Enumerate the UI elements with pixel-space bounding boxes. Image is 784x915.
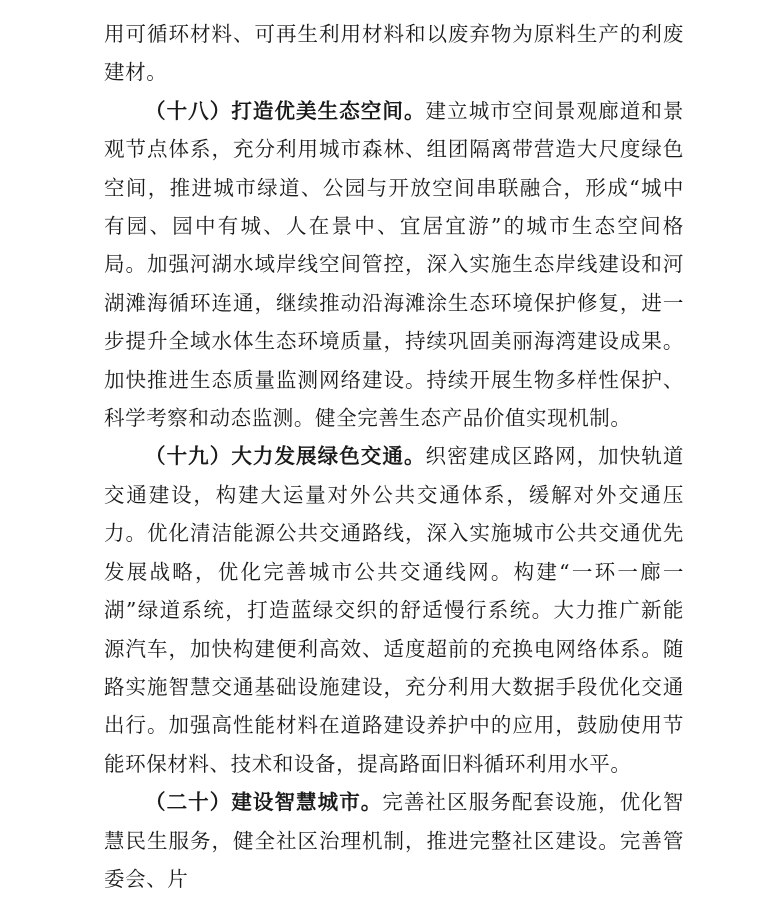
paragraph-continuation	[104, 15, 684, 92]
paragraph-text: 用可循环材料、可再生利用材料和以废弃物为原料生产的利废建材。	[104, 22, 684, 85]
section-heading-19: （十九）大力发展绿色交通。	[145, 444, 426, 469]
paragraph-text: 建立城市空间景观廊道和景观节点体系，充分利用城市森林、组团隔离带营造大尺度绿色空间，推进城市绿道、公园与开放空间串联融合，形成“城中有园、园中有城、人在景中、宜居宜游”的城市生态空间格局。加强河湖水域岸线空间管控，深入实施生态岸线建设和河湖滩海循环连通，继续推动沿海滩涂生态环境保护修复，进一步提升全域水体生态环境质量，持续巩固美丽海湾建设成果。加快推进生态质量监测网络建设。持续开展生物多样性保护、科学考察和动态监测。健全完善生态产品价值实现机制。	[104, 98, 684, 431]
paragraph-smart-city	[104, 783, 684, 898]
paragraph-ecological-space	[104, 92, 684, 438]
paragraph-text: 织密建成区路网，加快轨道交通建设，构建大运量对外公共交通体系，缓解对外交通压力。优化清洁能源公共交通路线，深入实施城市公共交通优先发展战略，优化完善城市公共交通线网。构建“一环一廊一湖”绿道系统，打造蓝绿交织的舒适慢行系统。大力推广新能源汽车，加快构建便利高效、适度超前的充换电网络体系。随路实施智慧交通基础设施建设，充分利用大数据手段优化交通出行。加强高性能材料在道路建设养护中的应用，鼓励使用节能环保材料、技术和设备，提高路面旧料循环利用水平。	[104, 444, 684, 776]
section-heading-20: （二十）建设智慧城市。	[145, 790, 383, 815]
document-body	[104, 15, 684, 898]
paragraph-text: 完善社区服务配套设施，优化智慧民生服务，健全社区治理机制，推进完整社区建设。完善管委会、片	[104, 790, 684, 891]
paragraph-green-transport	[104, 437, 684, 783]
section-heading-18: （十八）打造优美生态空间。	[145, 98, 426, 123]
